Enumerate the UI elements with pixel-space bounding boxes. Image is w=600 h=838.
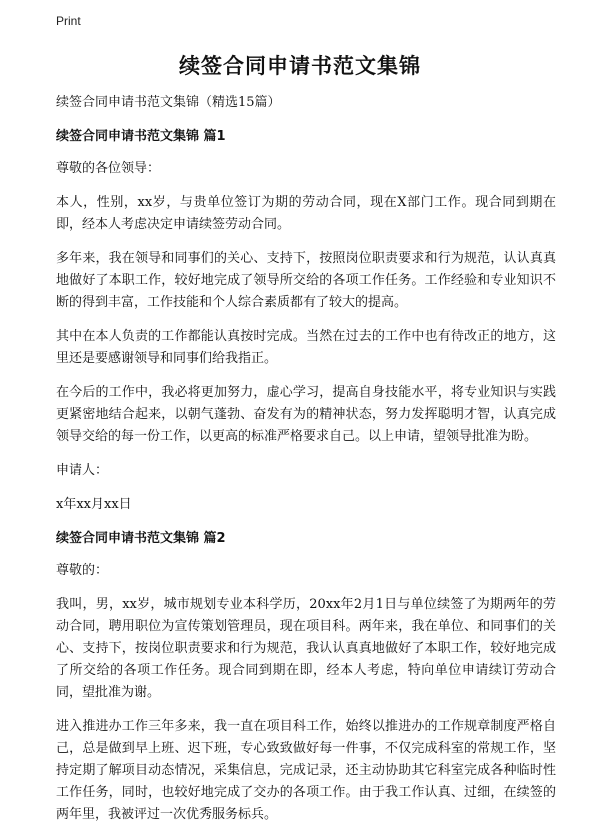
paragraph: 在今后的工作中，我必将更加努力，虚心学习，提高自身技能水平，将专业知识与实践更紧密地结合起来，以朝气蓬勃、奋发有为的精神状态，努力发挥聪明才智，认真完成领导交给的每一份工作，以更高的标准严格要求自己。以上申请，望领导批准为盼。	[56, 385, 556, 444]
salutation-2: 尊敬的：	[56, 563, 109, 578]
salutation-1: 尊敬的各位领导：	[56, 161, 161, 176]
print-label[interactable]: Print	[56, 14, 81, 28]
paragraph: 多年来，我在领导和同事们的关心、支持下，按照岗位职责要求和行为规范，认认真真地做好了本职工作，较好地完成了领导所交给的各项工作任务。工作经验和专业知识不断的得到丰富，工作技能和个人综合素质都有了较大的提高。	[56, 251, 556, 310]
document-subtitle: 续签合同申请书范文集锦（精选15篇）	[56, 95, 281, 110]
paragraph: 其中在本人负责的工作都能认真按时完成。当然在过去的工作中也有待改正的地方，这里还是要感谢领导和同事们给我指正。	[56, 329, 556, 366]
paragraph: 本人，性别，xx岁，与贵单位签订为期的劳动合同，现在X部门工作。现合同到期在即，经本人考虑决定申请续签劳动合同。	[56, 195, 556, 232]
section-heading-2: 续签合同申请书范文集锦 篇2	[56, 531, 226, 546]
date-line: x年xx月xx日	[56, 497, 132, 512]
section-heading-1: 续签合同申请书范文集锦 篇1	[56, 129, 226, 144]
paragraph: 进入推进办工作三年多来，我一直在项目科工作，始终以推进办的工作规章制度严格自己，总是做到早上班、迟下班，专心致致做好每一件事，不仅完成科室的常规工作，坚持定期了解项目动态情况，采集信息，完成记录，还主动协助其它科室完成各种临时性工作任务，同时，也较好地完成了交办的各项工作。由于我工作认真、过细，在续签的两年里，我被评过一次优秀服务标兵。	[56, 719, 556, 822]
applicant-label: 申请人：	[56, 463, 109, 478]
paragraph: 我叫，男，xx岁，城市规划专业本科学历，20xx年2月1日与单位续签了为期两年的劳动合同，聘用职位为宣传策划管理员，现在项目科。两年来，我在单位、和同事们的关心、支持下，按岗位职责要求和行为规范，我认认真真地做好了本职工作，较好地完成了所交给的各项工作任务。现合同到期在即，经本人考虑，特向单位申请续订劳动合同，望批准为谢。	[56, 597, 556, 700]
document-body	[56, 92, 556, 838]
document-title: 续签合同申请书范文集锦	[179, 54, 421, 78]
